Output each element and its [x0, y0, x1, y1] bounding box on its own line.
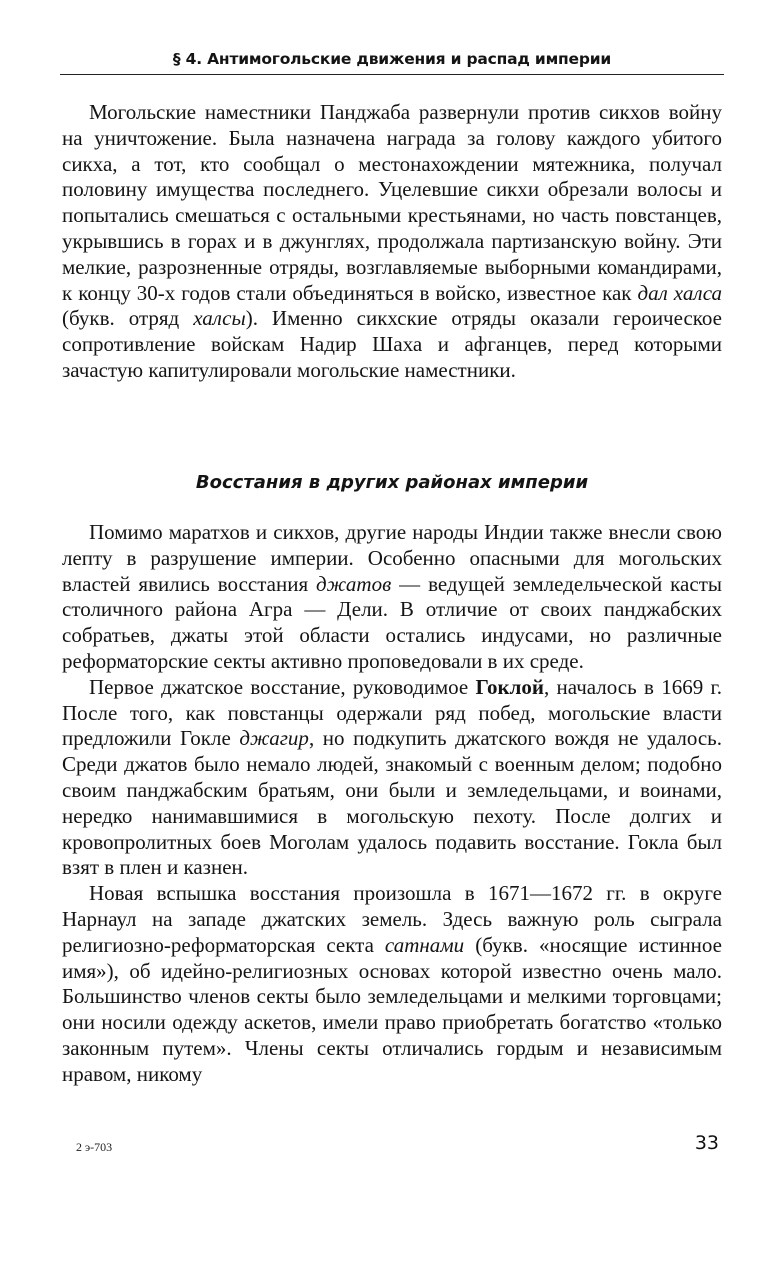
text-run: ). Именно сикхские отряды оказали героическое сопротивление войскам Надир Шаха и афганцев, перед которыми зачастую капитулировали могольские наместники. [62, 306, 722, 382]
text-run: Могольские наместники Панджаба развернули против сикхов войну на уничтожение. Была назначена награда за голову каждого убитого сикха, а тот, кто сообщал о местонахождении мятежника, получал половину имущества последнего. Уцелевшие сикхи обрезали волосы и попытались смешаться с остальными крестьянами, но часть повстанцев, укрывшись в горах и в джунглях, продолжала партизанскую войну. Эти мелкие, разрозненные отряды, возглавляемые выборными командирами, к концу 30-х годов стали объединяться в войско, известное как [62, 100, 722, 305]
paragraph [62, 100, 722, 384]
italic-term: джагир [239, 726, 309, 751]
bold-name: Гоклой [475, 674, 544, 699]
text-run: , но подкупить джатского вождя не удалось. Среди джатов было немало людей, знакомый с военным делом; подобно своим панджабским братьям, они были и земледельцами, и воинами, нередко нанимавшимися в могольскую пехоту. После долгих и кровопролитных боев Моголам удалось подавить восстание. Гокла был взят в плен и казнен. [62, 726, 723, 880]
section-title: § 4. Антимогольские движения и распад империи [172, 50, 612, 68]
paragraph [62, 520, 722, 675]
section-heading: Восстания в других районах империи [195, 472, 589, 493]
text-run: (букв. «носящие истинное имя»), об идейно-религиозных основах которой известно очень мало. Большинство членов секты было земледельцами и мелкими торговцами; они носили одежду аскетов, имели право приобретать богатство «только законным путем». Члены секты отличались гордым и независимым нравом, никому [62, 932, 722, 1086]
text-run: Первое джатское восстание, руководимое [89, 674, 476, 699]
text-run: , началось в 1669 г. После того, как повстанцы одержали ряд побед, могольские власти предложили Гокле [62, 674, 722, 751]
text-run: (букв. отряд [62, 306, 194, 331]
text-block-intro [62, 100, 722, 384]
paragraph [62, 675, 722, 881]
paragraph [62, 881, 722, 1087]
text-run: Помимо маратхов и сикхов, другие народы Индии также внесли свою лепту в разрушение империи. Особенно опасными для могольских властей явились восстания [62, 520, 722, 596]
italic-term: дал халса [637, 280, 723, 305]
text-run: — ведущей земледельческой касты столичного района Агра — Дели. В отличие от своих панджабских собратьев, джаты этой области остались индусами, но различные реформаторские секты активно проповедовали в их среде. [62, 571, 722, 673]
italic-term: халсы [193, 306, 246, 331]
running-header [60, 44, 724, 75]
page-number: 33 [694, 1132, 719, 1154]
italic-term: сатнами [384, 932, 465, 957]
text-block-uprisings [62, 520, 722, 1088]
text-run: Новая вспышка восстания произошла в 1671—1672 гг. в округе Нарнаул на западе джатских земель. Здесь важную роль сыграла религиозно-реформаторская секта [62, 881, 722, 957]
printing-signature: 2 э-703 [76, 1140, 113, 1154]
italic-term: джатов [316, 571, 392, 596]
